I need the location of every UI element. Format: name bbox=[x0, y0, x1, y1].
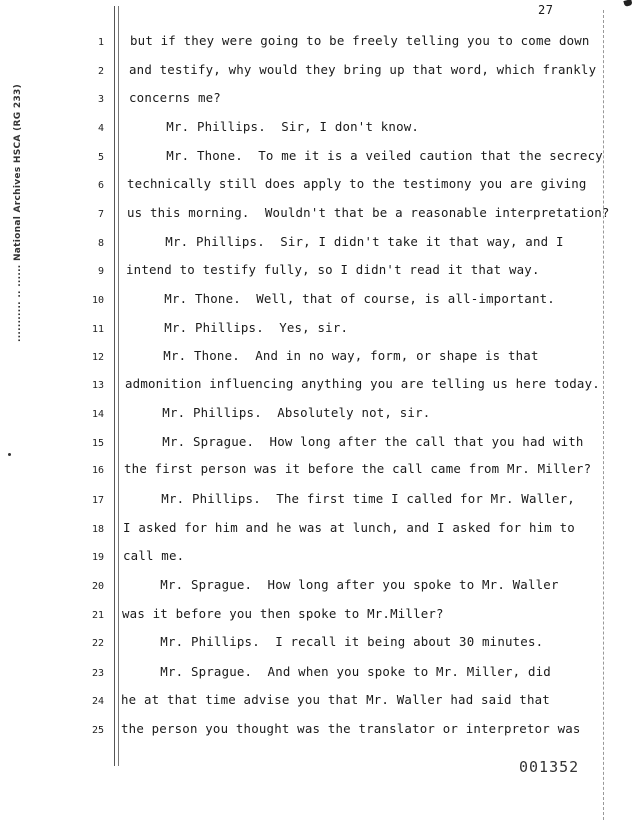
transcript-line: Mr. Sprague. How long after the call that you had with bbox=[124, 434, 584, 449]
line-number: 14 bbox=[91, 409, 104, 420]
left-margin-rule bbox=[114, 6, 115, 766]
transcript-line: Mr. Sprague. And when you spoke to Mr. Miller, did bbox=[122, 664, 551, 679]
line-number: 5 bbox=[97, 152, 104, 163]
transcript-line: Mr. Thone. And in no way, form, or shape is that bbox=[125, 348, 539, 363]
line-number: 21 bbox=[91, 610, 104, 621]
transcript-line: he at that time advise you that Mr. Waller had said that bbox=[121, 692, 550, 707]
line-number: 20 bbox=[91, 581, 104, 592]
transcript-line: the first person was it before the call came from Mr. Miller? bbox=[124, 461, 592, 476]
right-margin-rule bbox=[603, 10, 604, 820]
transcript-line: technically still does apply to the testimony you are giving bbox=[127, 176, 587, 191]
line-number: 22 bbox=[91, 638, 104, 649]
line-number: 13 bbox=[91, 380, 104, 391]
line-number: 4 bbox=[97, 123, 104, 134]
transcript-line: Mr. Phillips. I recall it being about 30 minutes. bbox=[122, 634, 544, 649]
transcript-line: Mr. Phillips. Absolutely not, sir. bbox=[124, 405, 431, 420]
document-id: 001352 bbox=[519, 758, 580, 776]
scan-speck bbox=[8, 453, 11, 456]
line-number: 1 bbox=[97, 37, 104, 48]
line-number: 9 bbox=[97, 266, 104, 277]
transcript-line: intend to testify fully, so I didn't read it that way. bbox=[126, 262, 540, 277]
transcript-line: Mr. Phillips. Sir, I didn't take it that way, and I bbox=[127, 234, 564, 249]
line-number: 25 bbox=[91, 725, 104, 736]
page-number: 27 bbox=[538, 3, 554, 17]
transcript-line: us this morning. Wouldn't that be a reasonable interpretation? bbox=[127, 205, 610, 220]
transcript-line: I asked for him and he was at lunch, and I asked for him to bbox=[123, 520, 575, 535]
line-number: 3 bbox=[97, 94, 104, 105]
line-number: 18 bbox=[91, 524, 104, 535]
transcript-line: Mr. Phillips. The first time I called for Mr. Waller, bbox=[123, 491, 575, 506]
line-number: 16 bbox=[91, 465, 104, 476]
transcript-line: the person you thought was the translator or interpretor was bbox=[121, 721, 581, 736]
corner-mark bbox=[623, 0, 632, 7]
archive-side-stamp: ........... .. ...... National Archives HSCA (RG 233) bbox=[13, 84, 23, 343]
line-number: 8 bbox=[97, 238, 104, 249]
left-margin-rule-inner bbox=[118, 6, 119, 766]
transcript-line: Mr. Sprague. How long after you spoke to Mr. Waller bbox=[122, 577, 559, 592]
line-number: 10 bbox=[91, 295, 104, 306]
transcript-line: concerns me? bbox=[129, 90, 221, 105]
line-number: 2 bbox=[97, 66, 104, 77]
line-number: 6 bbox=[97, 180, 104, 191]
line-number: 19 bbox=[91, 552, 104, 563]
line-number: 7 bbox=[97, 209, 104, 220]
line-number: 15 bbox=[91, 438, 104, 449]
transcript-line: Mr. Phillips. Yes, sir. bbox=[126, 320, 349, 335]
transcript-line: but if they were going to be freely telling you to come down bbox=[130, 33, 590, 48]
line-number: 17 bbox=[91, 495, 104, 506]
transcript-line: Mr. Thone. To me it is a veiled caution that the secrecy bbox=[128, 148, 603, 163]
transcript-line: and testify, why would they bring up that word, which frankly bbox=[129, 62, 597, 77]
transcript-line: was it before you then spoke to Mr.Miller? bbox=[122, 606, 444, 621]
line-number: 12 bbox=[91, 352, 104, 363]
transcript-line: admonition influencing anything you are telling us here today. bbox=[125, 376, 600, 391]
transcript-line: Mr. Phillips. Sir, I don't know. bbox=[128, 119, 420, 134]
line-number: 24 bbox=[91, 696, 104, 707]
transcript-line: Mr. Thone. Well, that of course, is all-important. bbox=[126, 291, 555, 306]
line-number: 23 bbox=[91, 668, 104, 679]
transcript-line: call me. bbox=[123, 548, 185, 563]
line-number: 11 bbox=[91, 324, 104, 335]
